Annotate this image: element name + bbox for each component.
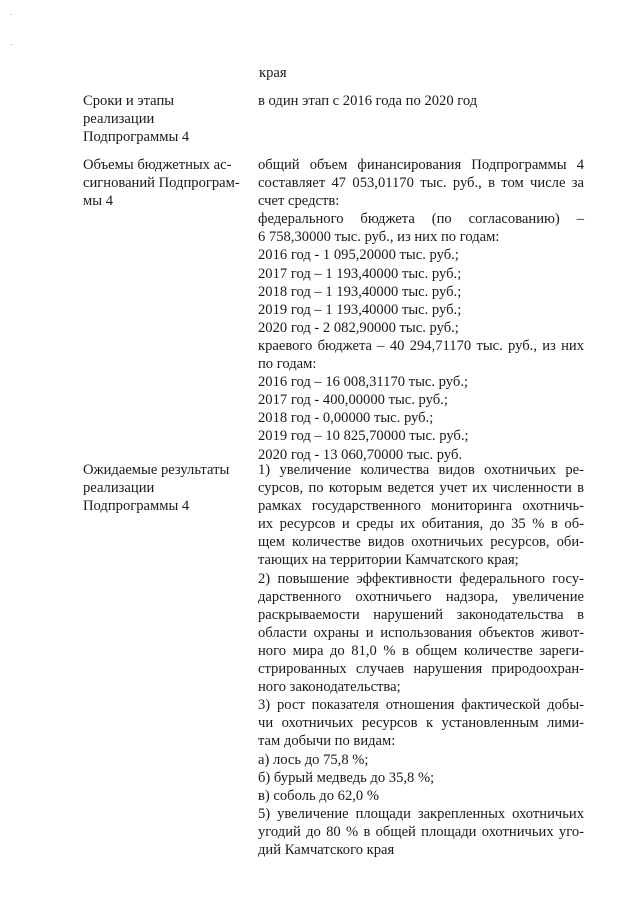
value-line: там добычи по видам: bbox=[258, 733, 396, 750]
value-line: 2016 год – 16 008,31170 тыс. руб.; bbox=[258, 374, 469, 391]
value-line: в) соболь до 62,0 % bbox=[258, 787, 380, 804]
value-line: 1) увеличение количества видов охотничьих ре- bbox=[258, 462, 584, 478]
value-line: 2) повышение эффективности федерального госу- bbox=[258, 570, 584, 587]
value-line: федерального бюджета (по согласованию) – bbox=[258, 211, 584, 228]
value-line: области охраны и использования объектов живот- bbox=[258, 624, 584, 641]
value-line: 2016 год - 1 095,20000 тыс. руб.; bbox=[258, 247, 459, 264]
value-line: 2019 год – 10 825,70000 тыс. руб.; bbox=[258, 428, 469, 445]
value-line: рамках государственного мониторинга охотничь- bbox=[258, 498, 584, 515]
value-line: чи охотничьих ресурсов к установленным лими- bbox=[258, 715, 584, 732]
value-line: раскрываемости нарушений законодательства в bbox=[258, 606, 584, 623]
value-line: 5) увеличение площади закрепленных охотничьих bbox=[258, 805, 584, 822]
value-line: 2017 год – 1 193,40000 тыс. руб.; bbox=[258, 265, 462, 282]
label-line: реализации bbox=[83, 480, 155, 497]
value-line: а) лось до 75,8 %; bbox=[258, 751, 369, 768]
value-line: 2020 год - 2 082,90000 тыс. руб.; bbox=[258, 319, 459, 336]
value-line: счет средств: bbox=[258, 193, 340, 210]
value-line: 2020 год - 13 060,70000 тыс. руб. bbox=[258, 446, 463, 463]
row-value-expected-results bbox=[258, 461, 584, 859]
value-line: в один этап с 2016 года по 2020 год bbox=[258, 93, 478, 109]
value-line: составляет 47 053,01170 тыс. руб., в том числе за bbox=[258, 175, 584, 192]
scan-speck bbox=[11, 44, 12, 45]
value-line: краевого бюджета – 40 294,71170 тыс. руб., из них bbox=[258, 337, 584, 354]
value-line: по годам: bbox=[258, 356, 317, 373]
value-line: 6 758,30000 тыс. руб., из них по годам: bbox=[258, 229, 500, 246]
continued-text-fragment: края bbox=[259, 65, 287, 81]
value-line: дий Камчатского края bbox=[258, 841, 395, 858]
row-label-timeline bbox=[83, 92, 248, 146]
value-line: угодий до 80 % в общей площади охотничьих уго- bbox=[258, 823, 584, 840]
value-line: ного законодательства; bbox=[258, 679, 401, 696]
value-line: их ресурсов и среды их обитания, до 35 % в об- bbox=[258, 516, 584, 533]
value-line: 2019 год – 1 193,40000 тыс. руб.; bbox=[258, 301, 462, 318]
value-line: 2018 год - 0,00000 тыс. руб.; bbox=[258, 410, 434, 427]
value-line: сурсов, по которым ведется учет их численности в bbox=[258, 480, 584, 497]
label-line: сигнований Подпрограм- bbox=[83, 175, 240, 192]
label-line: Подпрограммы 4 bbox=[83, 129, 190, 146]
row-value-budget bbox=[258, 156, 584, 464]
value-line: 3) рост показателя отношения фактической добы- bbox=[258, 697, 584, 714]
label-line: Объемы бюджетных ас- bbox=[83, 157, 232, 173]
value-line: стрированных случаев нарушения природоохран- bbox=[258, 661, 584, 678]
value-line: ного мира до 81,0 % в общем количестве зареги- bbox=[258, 642, 584, 659]
scan-speck bbox=[11, 14, 12, 15]
value-line: дарственного охотничьего надзора, увеличение bbox=[258, 588, 584, 605]
value-line: тающих на территории Камчатского края; bbox=[258, 552, 519, 569]
row-label-budget bbox=[83, 156, 248, 210]
value-line: 2018 год – 1 193,40000 тыс. руб.; bbox=[258, 283, 462, 300]
label-line: Подпрограммы 4 bbox=[83, 498, 190, 515]
row-label-expected-results bbox=[83, 461, 248, 515]
label-line: мы 4 bbox=[83, 193, 113, 210]
row-value-timeline bbox=[258, 92, 584, 110]
value-line: б) бурый медведь до 35,8 %; bbox=[258, 769, 435, 786]
value-line: общий объем финансирования Подпрограммы 4 bbox=[258, 157, 584, 173]
value-line: 2017 год - 400,00000 тыс. руб.; bbox=[258, 392, 448, 409]
value-line: щем количестве видов охотничьих ресурсов, оби- bbox=[258, 534, 584, 551]
label-line: Ожидаемые результаты bbox=[83, 462, 230, 478]
label-line: Сроки и этапы bbox=[83, 93, 175, 109]
label-line: реализации bbox=[83, 111, 155, 128]
